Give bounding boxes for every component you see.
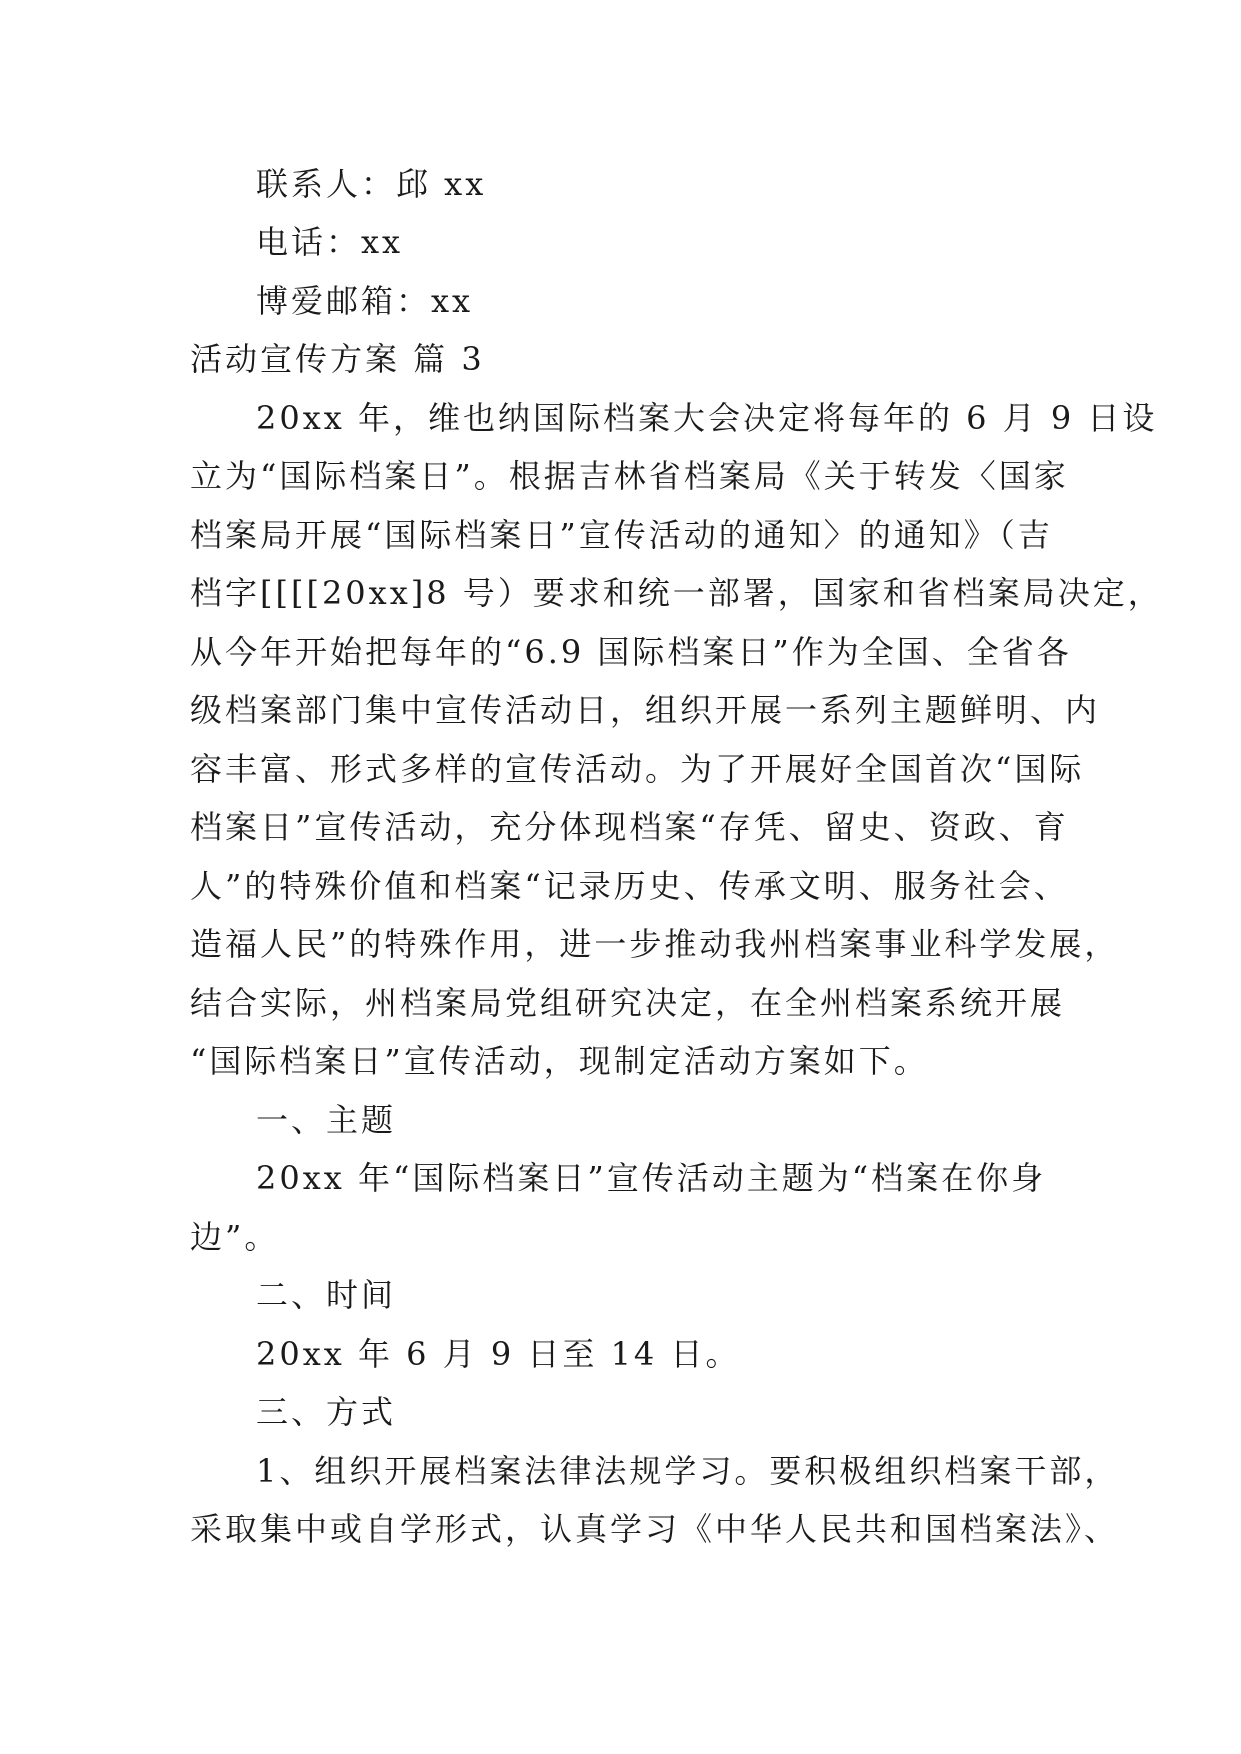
paragraph-line: 档字[[[[20xx]8 号）要求和统一部署，国家和省档案局决定， xyxy=(190,574,1163,612)
method-heading: 三、方式 xyxy=(256,1393,397,1431)
paragraph-line: 人”的特殊价值和档案“记录历史、传承文明、服务社会、 xyxy=(190,867,1069,905)
theme-text-line: 20xx 年“国际档案日”宣传活动主题为“档案在你身 xyxy=(256,1159,1047,1197)
paragraph-line: “国际档案日”宣传活动，现制定活动方案如下。 xyxy=(190,1042,929,1080)
section-heading: 活动宣传方案 篇 3 xyxy=(190,340,485,378)
paragraph-line: 造福人民”的特殊作用，进一步推动我州档案事业科学发展， xyxy=(190,925,1120,963)
time-text: 20xx 年 6 月 9 日至 14 日。 xyxy=(256,1335,741,1373)
contact-person: 联系人：邱 xx xyxy=(256,165,487,203)
paragraph-line: 20xx 年，维也纳国际档案大会决定将每年的 6 月 9 日设 xyxy=(256,399,1158,437)
paragraph-line: 档案局开展“国际档案日”宣传活动的通知〉的通知》（吉 xyxy=(190,516,1053,554)
contact-phone: 电话：xx xyxy=(256,223,404,261)
paragraph-line: 立为“国际档案日”。根据吉林省档案局《关于转发〈国家 xyxy=(190,457,1069,495)
paragraph-line: 结合实际，州档案局党组研究决定，在全州档案系统开展 xyxy=(190,984,1066,1022)
theme-text-line: 边”。 xyxy=(190,1218,280,1256)
method-text-line: 采取集中或自学形式，认真学习《中华人民共和国档案法》、 xyxy=(190,1510,1120,1548)
paragraph-line: 级档案部门集中宣传活动日，组织开展一系列主题鲜明、内 xyxy=(190,691,1101,729)
theme-heading: 一、主题 xyxy=(256,1101,397,1139)
time-heading: 二、时间 xyxy=(256,1276,397,1314)
contact-email: 博爱邮箱：xx xyxy=(256,282,474,320)
paragraph-line: 从今年开始把每年的“6.9 国际档案日”作为全国、全省各 xyxy=(190,633,1072,671)
paragraph-line: 容丰富、形式多样的宣传活动。为了开展好全国首次“国际 xyxy=(190,750,1085,788)
method-text-line: 1、组织开展档案法律法规学习。要积极组织档案干部， xyxy=(256,1452,1120,1490)
paragraph-line: 档案日”宣传活动，充分体现档案“存凭、留史、资政、育 xyxy=(190,808,1069,846)
